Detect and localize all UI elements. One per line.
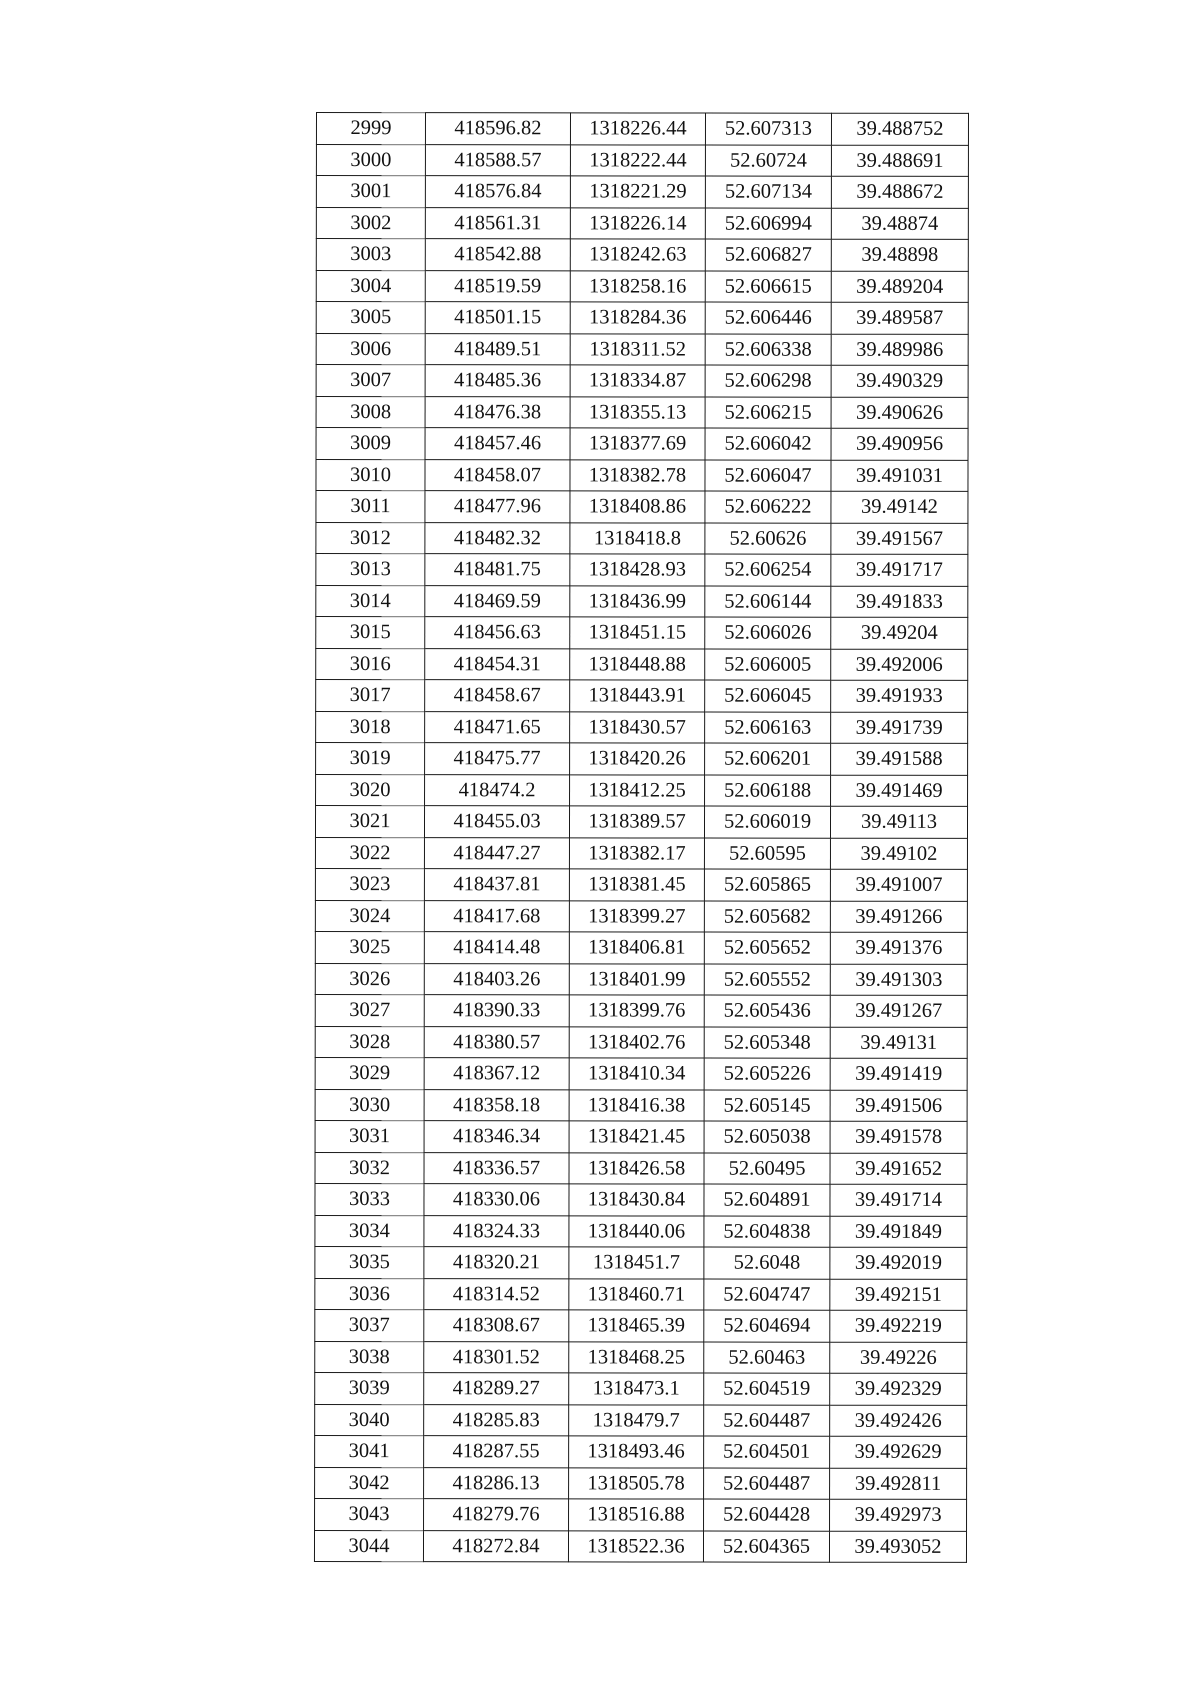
table-row [315, 1089, 967, 1121]
cell-point-number: 3006 [316, 333, 425, 365]
table-row [315, 1435, 967, 1467]
table-row [315, 1120, 967, 1152]
cell-point-number: 3019 [316, 743, 425, 775]
cell-point-number: 3035 [315, 1246, 424, 1278]
cell-x-coordinate: 418279.76 [424, 1499, 569, 1531]
cell-point-number: 3024 [315, 900, 424, 932]
cell-point-number: 3028 [315, 1026, 424, 1058]
cell-x-coordinate: 418380.57 [424, 1026, 569, 1058]
coordinates-table [314, 112, 969, 1563]
cell-latitude: 52.605145 [704, 1090, 830, 1122]
cell-x-coordinate: 418458.07 [425, 459, 570, 491]
cell-longitude: 39.491588 [831, 743, 968, 775]
cell-point-number: 3023 [315, 868, 424, 900]
table-row [315, 868, 967, 900]
cell-longitude: 39.493052 [829, 1531, 966, 1563]
cell-latitude: 52.606298 [705, 365, 831, 397]
cell-y-coordinate: 1318221.29 [570, 176, 705, 208]
table-row [315, 1057, 967, 1089]
cell-x-coordinate: 418482.32 [425, 522, 570, 554]
cell-x-coordinate: 418489.51 [425, 333, 570, 365]
cell-longitude: 39.489204 [831, 271, 968, 303]
cell-longitude: 39.49113 [830, 806, 967, 838]
cell-y-coordinate: 1318334.87 [570, 365, 705, 397]
table-row [316, 585, 968, 617]
cell-latitude: 52.605348 [704, 1027, 830, 1059]
cell-latitude: 52.60626 [705, 523, 831, 555]
cell-latitude: 52.604501 [704, 1436, 830, 1468]
cell-point-number: 3008 [316, 396, 425, 428]
cell-x-coordinate: 418301.52 [424, 1341, 569, 1373]
cell-latitude: 52.604694 [704, 1310, 830, 1342]
cell-latitude: 52.604519 [704, 1373, 830, 1405]
cell-x-coordinate: 418447.27 [424, 837, 569, 869]
cell-longitude: 39.491007 [830, 869, 967, 901]
cell-point-number: 3005 [316, 302, 425, 334]
cell-y-coordinate: 1318226.14 [570, 207, 705, 239]
cell-latitude: 52.606201 [705, 743, 831, 775]
cell-longitude: 39.492973 [830, 1499, 967, 1531]
cell-longitude: 39.491267 [830, 995, 967, 1027]
table-row [315, 1341, 967, 1373]
cell-longitude: 39.48874 [831, 208, 968, 240]
cell-y-coordinate: 1318448.88 [570, 648, 705, 680]
cell-x-coordinate: 418437.81 [424, 869, 569, 901]
cell-y-coordinate: 1318420.26 [570, 743, 705, 775]
cell-y-coordinate: 1318440.06 [569, 1215, 704, 1247]
table-row [316, 239, 968, 271]
cell-y-coordinate: 1318412.25 [570, 774, 705, 806]
cell-x-coordinate: 418285.83 [424, 1404, 569, 1436]
table-row [316, 176, 968, 208]
coordinates-table-body [314, 113, 968, 1563]
cell-latitude: 52.604487 [704, 1405, 830, 1437]
cell-y-coordinate: 1318399.27 [569, 900, 704, 932]
cell-latitude: 52.604891 [704, 1184, 830, 1216]
cell-longitude: 39.491833 [831, 586, 968, 618]
cell-longitude: 39.491303 [830, 964, 967, 996]
cell-latitude: 52.606215 [705, 397, 831, 429]
cell-x-coordinate: 418417.68 [424, 900, 569, 932]
cell-latitude: 52.606163 [705, 712, 831, 744]
cell-longitude: 39.492426 [830, 1405, 967, 1437]
table-row [316, 522, 968, 554]
cell-longitude: 39.491506 [830, 1090, 967, 1122]
cell-y-coordinate: 1318493.46 [569, 1436, 704, 1468]
cell-x-coordinate: 418474.2 [425, 774, 570, 806]
cell-x-coordinate: 418403.26 [424, 963, 569, 995]
cell-longitude: 39.489587 [831, 302, 968, 334]
cell-latitude: 52.6048 [704, 1247, 830, 1279]
cell-y-coordinate: 1318505.78 [569, 1467, 704, 1499]
cell-y-coordinate: 1318460.71 [569, 1278, 704, 1310]
cell-latitude: 52.604838 [704, 1216, 830, 1248]
cell-latitude: 52.605552 [704, 964, 830, 996]
cell-longitude: 39.491933 [831, 680, 968, 712]
cell-longitude: 39.491849 [830, 1216, 967, 1248]
table-row [315, 1246, 967, 1278]
cell-longitude: 39.492811 [830, 1468, 967, 1500]
cell-y-coordinate: 1318258.16 [570, 270, 705, 302]
cell-longitude: 39.492019 [830, 1247, 967, 1279]
cell-longitude: 39.490329 [831, 365, 968, 397]
cell-longitude: 39.491419 [830, 1058, 967, 1090]
cell-y-coordinate: 1318421.45 [569, 1121, 704, 1153]
table-row [315, 994, 967, 1026]
table-row [315, 1026, 967, 1058]
cell-latitude: 52.606338 [705, 334, 831, 366]
cell-x-coordinate: 418475.77 [425, 743, 570, 775]
cell-point-number: 3014 [316, 585, 425, 617]
cell-x-coordinate: 418477.96 [425, 491, 570, 523]
table-row [316, 711, 968, 743]
table-row [316, 365, 968, 397]
table-row [315, 900, 967, 932]
table-row [315, 1404, 967, 1436]
cell-latitude: 52.606222 [705, 491, 831, 523]
cell-y-coordinate: 1318451.15 [570, 617, 705, 649]
table-row [315, 1467, 967, 1499]
cell-longitude: 39.49226 [830, 1342, 967, 1374]
cell-x-coordinate: 418457.46 [425, 428, 570, 460]
cell-latitude: 52.60463 [704, 1342, 830, 1374]
cell-y-coordinate: 1318226.44 [570, 113, 705, 145]
cell-latitude: 52.604428 [704, 1499, 830, 1531]
table-row [316, 680, 968, 712]
cell-latitude: 52.605436 [704, 995, 830, 1027]
cell-x-coordinate: 418561.31 [425, 207, 570, 239]
cell-longitude: 39.488752 [831, 113, 968, 145]
table-row [316, 491, 968, 523]
cell-latitude: 52.606144 [705, 586, 831, 618]
cell-point-number: 3021 [315, 806, 424, 838]
cell-longitude: 39.49131 [830, 1027, 967, 1059]
cell-x-coordinate: 418314.52 [424, 1278, 569, 1310]
cell-point-number: 3010 [316, 459, 425, 491]
cell-x-coordinate: 418588.57 [425, 144, 570, 176]
cell-y-coordinate: 1318408.86 [570, 491, 705, 523]
cell-latitude: 52.606615 [705, 271, 831, 303]
cell-longitude: 39.490626 [831, 397, 968, 429]
cell-point-number: 3026 [315, 963, 424, 995]
cell-y-coordinate: 1318242.63 [570, 239, 705, 271]
table-row [316, 648, 968, 680]
cell-x-coordinate: 418324.33 [424, 1215, 569, 1247]
cell-longitude: 39.49142 [831, 491, 968, 523]
cell-y-coordinate: 1318473.1 [569, 1373, 704, 1405]
cell-point-number: 3033 [315, 1183, 424, 1215]
cell-point-number: 3040 [315, 1404, 424, 1436]
cell-point-number: 3020 [316, 774, 425, 806]
cell-y-coordinate: 1318402.76 [569, 1026, 704, 1058]
cell-latitude: 52.606446 [705, 302, 831, 334]
table-row [316, 554, 968, 586]
table-row [315, 1498, 967, 1530]
cell-y-coordinate: 1318479.7 [569, 1404, 704, 1436]
cell-latitude: 52.605652 [704, 932, 830, 964]
cell-x-coordinate: 418476.38 [425, 396, 570, 428]
cell-point-number: 3022 [315, 837, 424, 869]
cell-longitude: 39.491652 [830, 1153, 967, 1185]
cell-longitude: 39.492151 [830, 1279, 967, 1311]
cell-point-number: 3032 [315, 1152, 424, 1184]
table-row [315, 931, 967, 963]
table-row [316, 302, 968, 334]
cell-latitude: 52.606047 [705, 460, 831, 492]
cell-y-coordinate: 1318382.17 [569, 837, 704, 869]
cell-x-coordinate: 418596.82 [425, 113, 570, 145]
cell-x-coordinate: 418287.55 [424, 1436, 569, 1468]
cell-x-coordinate: 418471.65 [425, 711, 570, 743]
cell-longitude: 39.49204 [831, 617, 968, 649]
cell-longitude: 39.491714 [830, 1184, 967, 1216]
cell-x-coordinate: 418358.18 [424, 1089, 569, 1121]
cell-x-coordinate: 418456.63 [425, 617, 570, 649]
cell-latitude: 52.604487 [704, 1468, 830, 1500]
cell-x-coordinate: 418346.34 [424, 1121, 569, 1153]
table-row [316, 207, 968, 239]
cell-y-coordinate: 1318516.88 [569, 1499, 704, 1531]
table-row [316, 113, 968, 145]
cell-y-coordinate: 1318522.36 [568, 1530, 703, 1562]
table-row [315, 1183, 967, 1215]
cell-y-coordinate: 1318418.8 [570, 522, 705, 554]
table-row [315, 1152, 967, 1184]
cell-y-coordinate: 1318430.84 [569, 1184, 704, 1216]
cell-x-coordinate: 418367.12 [424, 1058, 569, 1090]
cell-y-coordinate: 1318401.99 [569, 963, 704, 995]
cell-y-coordinate: 1318443.91 [570, 680, 705, 712]
cell-latitude: 52.606188 [705, 775, 831, 807]
table-row [315, 837, 967, 869]
table-row [316, 428, 968, 460]
cell-latitude: 52.60495 [704, 1153, 830, 1185]
cell-longitude: 39.491567 [831, 523, 968, 555]
table-row [316, 396, 968, 428]
cell-point-number: 3013 [316, 554, 425, 586]
cell-x-coordinate: 418308.67 [424, 1310, 569, 1342]
table-row [316, 774, 968, 806]
cell-x-coordinate: 418469.59 [425, 585, 570, 617]
cell-x-coordinate: 418289.27 [424, 1373, 569, 1405]
cell-point-number: 3002 [316, 207, 425, 239]
cell-point-number: 3003 [316, 239, 425, 271]
cell-point-number: 3044 [314, 1530, 423, 1562]
cell-x-coordinate: 418485.36 [425, 365, 570, 397]
cell-x-coordinate: 418576.84 [425, 176, 570, 208]
table-row [316, 617, 968, 649]
cell-point-number: 3011 [316, 491, 425, 523]
cell-latitude: 52.605682 [704, 901, 830, 933]
cell-point-number: 3017 [316, 680, 425, 712]
table-row [315, 963, 967, 995]
cell-point-number: 3018 [316, 711, 425, 743]
table-row [316, 333, 968, 365]
cell-latitude: 52.605038 [704, 1121, 830, 1153]
cell-longitude: 39.491469 [831, 775, 968, 807]
cell-x-coordinate: 418336.57 [424, 1152, 569, 1184]
cell-x-coordinate: 418455.03 [424, 806, 569, 838]
cell-y-coordinate: 1318222.44 [570, 144, 705, 176]
cell-point-number: 3001 [316, 176, 425, 208]
cell-point-number: 3038 [315, 1341, 424, 1373]
cell-longitude: 39.491739 [831, 712, 968, 744]
cell-point-number: 3042 [315, 1467, 424, 1499]
cell-point-number: 3025 [315, 931, 424, 963]
cell-latitude: 52.605865 [704, 869, 830, 901]
cell-y-coordinate: 1318377.69 [570, 428, 705, 460]
cell-latitude: 52.606005 [705, 649, 831, 681]
cell-point-number: 3027 [315, 994, 424, 1026]
table-row [316, 270, 968, 302]
cell-latitude: 52.606254 [705, 554, 831, 586]
cell-point-number: 3043 [315, 1498, 424, 1530]
cell-y-coordinate: 1318436.99 [570, 585, 705, 617]
cell-longitude: 39.492006 [831, 649, 968, 681]
cell-point-number: 3000 [316, 144, 425, 176]
cell-point-number: 3015 [316, 617, 425, 649]
table-row [314, 1530, 966, 1562]
cell-longitude: 39.491578 [830, 1121, 967, 1153]
cell-x-coordinate: 418458.67 [425, 680, 570, 712]
table-row [315, 1372, 967, 1404]
cell-point-number: 3004 [316, 270, 425, 302]
cell-x-coordinate: 418330.06 [424, 1184, 569, 1216]
cell-latitude: 52.604747 [704, 1279, 830, 1311]
cell-y-coordinate: 1318284.36 [570, 302, 705, 334]
cell-latitude: 52.606042 [705, 428, 831, 460]
cell-point-number: 3036 [315, 1278, 424, 1310]
cell-latitude: 52.60595 [704, 838, 830, 870]
cell-point-number: 3030 [315, 1089, 424, 1121]
cell-x-coordinate: 418481.75 [425, 554, 570, 586]
cell-y-coordinate: 1318381.45 [569, 869, 704, 901]
cell-point-number: 3034 [315, 1215, 424, 1247]
table-row [316, 459, 968, 491]
cell-point-number: 3012 [316, 522, 425, 554]
cell-x-coordinate: 418542.88 [425, 239, 570, 271]
cell-latitude: 52.606827 [705, 239, 831, 271]
cell-latitude: 52.605226 [704, 1058, 830, 1090]
cell-x-coordinate: 418286.13 [424, 1467, 569, 1499]
cell-point-number: 3037 [315, 1309, 424, 1341]
cell-y-coordinate: 1318311.52 [570, 333, 705, 365]
cell-latitude: 52.606045 [705, 680, 831, 712]
cell-latitude: 52.60724 [705, 145, 831, 177]
cell-longitude: 39.492629 [830, 1436, 967, 1468]
cell-y-coordinate: 1318426.58 [569, 1152, 704, 1184]
cell-longitude: 39.488672 [831, 176, 968, 208]
table-row [316, 144, 968, 176]
cell-x-coordinate: 418519.59 [425, 270, 570, 302]
cell-point-number: 3016 [316, 648, 425, 680]
cell-longitude: 39.488691 [831, 145, 968, 177]
cell-point-number: 2999 [316, 113, 425, 145]
cell-point-number: 3029 [315, 1057, 424, 1089]
cell-point-number: 3009 [316, 428, 425, 460]
cell-longitude: 39.491717 [831, 554, 968, 586]
cell-latitude: 52.606019 [704, 806, 830, 838]
cell-y-coordinate: 1318382.78 [570, 459, 705, 491]
cell-longitude: 39.48898 [831, 239, 968, 271]
table-row [315, 806, 967, 838]
cell-y-coordinate: 1318406.81 [569, 932, 704, 964]
cell-y-coordinate: 1318468.25 [569, 1341, 704, 1373]
cell-longitude: 39.492329 [830, 1373, 967, 1405]
cell-latitude: 52.606026 [705, 617, 831, 649]
cell-x-coordinate: 418454.31 [425, 648, 570, 680]
cell-longitude: 39.491031 [831, 460, 968, 492]
cell-longitude: 39.492219 [830, 1310, 967, 1342]
cell-x-coordinate: 418390.33 [424, 995, 569, 1027]
cell-point-number: 3039 [315, 1372, 424, 1404]
cell-y-coordinate: 1318451.7 [569, 1247, 704, 1279]
cell-x-coordinate: 418320.21 [424, 1247, 569, 1279]
cell-latitude: 52.607134 [705, 176, 831, 208]
cell-longitude: 39.49102 [830, 838, 967, 870]
table-row [316, 743, 968, 775]
cell-longitude: 39.489986 [831, 334, 968, 366]
cell-x-coordinate: 418272.84 [423, 1530, 568, 1562]
cell-y-coordinate: 1318416.38 [569, 1089, 704, 1121]
cell-latitude: 52.604365 [703, 1531, 829, 1563]
table-row [315, 1309, 967, 1341]
cell-y-coordinate: 1318428.93 [570, 554, 705, 586]
cell-y-coordinate: 1318430.57 [570, 711, 705, 743]
cell-x-coordinate: 418414.48 [424, 932, 569, 964]
cell-point-number: 3007 [316, 365, 425, 397]
cell-point-number: 3041 [315, 1435, 424, 1467]
cell-y-coordinate: 1318410.34 [569, 1058, 704, 1090]
cell-y-coordinate: 1318465.39 [569, 1310, 704, 1342]
cell-y-coordinate: 1318399.76 [569, 995, 704, 1027]
cell-point-number: 3031 [315, 1120, 424, 1152]
table-row [315, 1278, 967, 1310]
cell-y-coordinate: 1318355.13 [570, 396, 705, 428]
cell-latitude: 52.606994 [705, 208, 831, 240]
cell-x-coordinate: 418501.15 [425, 302, 570, 334]
cell-longitude: 39.490956 [831, 428, 968, 460]
cell-longitude: 39.491266 [830, 901, 967, 933]
cell-longitude: 39.491376 [830, 932, 967, 964]
cell-y-coordinate: 1318389.57 [569, 806, 704, 838]
cell-latitude: 52.607313 [705, 113, 831, 145]
table-row [315, 1215, 967, 1247]
